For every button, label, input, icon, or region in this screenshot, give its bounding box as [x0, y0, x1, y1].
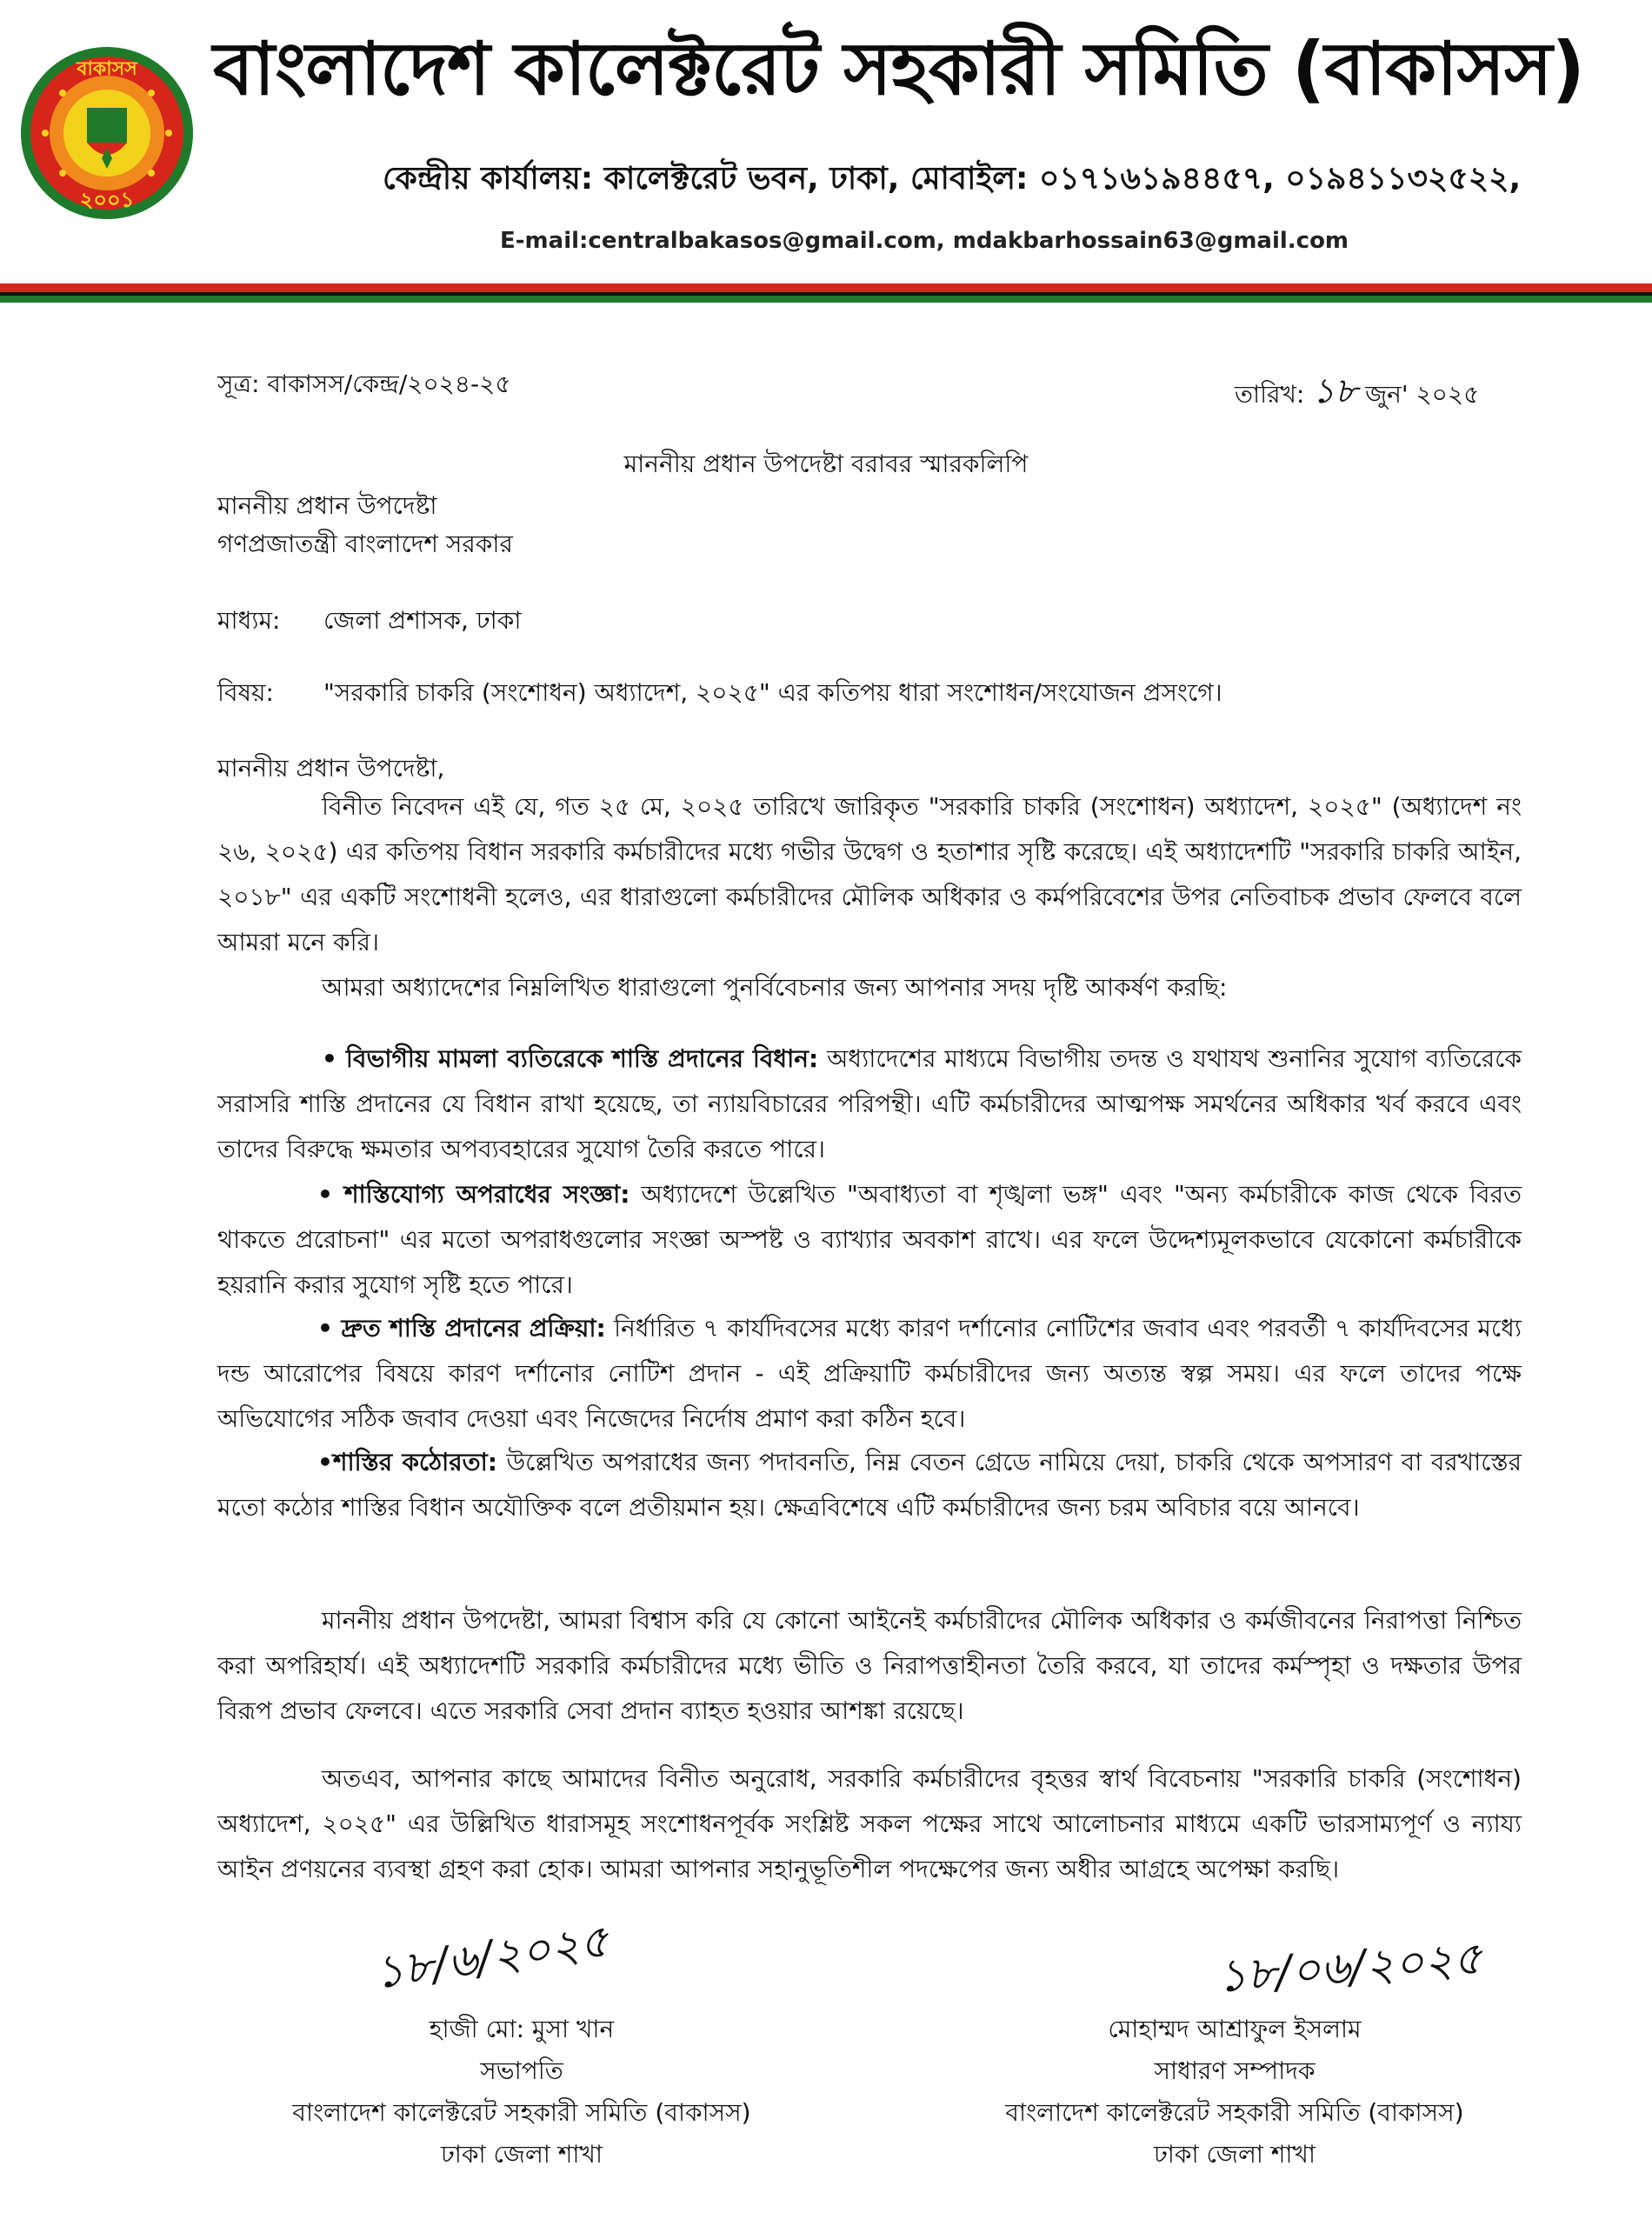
- subject-text: "সরকারি চাকরি (সংশোধন) অধ্যাদেশ, ২০২৫" এর কতিপয় ধারা সংশোধন/সংযোজন প্রসংগে।: [323, 678, 1222, 707]
- date-handwritten-day: ১৮: [1312, 371, 1358, 411]
- email-line: E-mail:centralbakasos@gmail.com, mdakbarhossain63@gmail.com: [500, 228, 1349, 254]
- organization-title: বাংলাদেশ কালেক্টরেট সহকারী সমিতি (বাকাসস): [213, 26, 1584, 111]
- via-text: জেলা প্রশাসক, ঢাকা: [323, 606, 522, 635]
- letterhead-rule: [0, 283, 1652, 292]
- right-signatory-name: মোহাম্মদ আশ্রাফুল ইসলাম: [1108, 2015, 1362, 2043]
- left-signatory-name: হাজী মো: মুসা খান: [429, 2015, 615, 2043]
- paragraph-attention: [217, 965, 1522, 1010]
- paragraph-request-text: অতএব, আপনার কাছে আমাদের বিনীত অনুরোধ, সরকারি কর্মচারীদের বৃহত্তর স্বার্থ বিবেচনায় "সরকারি চাকরি (সংশোধন) অধ্যাদেশ, ২০২৫" এর উল্লিখিত ধারাসমূহ সংশোধনপূর্বক সংশ্লিষ্ট সকল পক্ষের সাথে আলোচনার মাধ্যমে একটি ভারসাম্যপূর্ণ ও ন্যায্য আইন প্রণয়নের ব্যবস্থা গ্রহণ করা হোক। আমরা আপনার সহানুভূতিশীল পদক্ষেপের জন্য অধীর আগ্রহে অপেক্ষা করছি।: [217, 1764, 1522, 1883]
- right-signatory-block: [930, 2009, 1539, 2176]
- bullet-1-title: বিভাগীয় মামলা ব্যতিরেকে শাস্তি প্রদানের বিধান:: [345, 1044, 819, 1073]
- recipient-line-2: গণপ্রজাতন্ত্রী বাংলাদেশ সরকার: [217, 530, 513, 558]
- letter-date: [1235, 363, 1479, 422]
- recipient-line-1: মাননীয় প্রধান উপদেষ্টা: [217, 491, 437, 520]
- office-address: কেন্দ্রীয় কার্যালয়: কালেক্টরেট ভবন, ঢাকা, মোবাইল: ০১৭১৬১৯৪৪৫৭, ০১৯৪১১৩২৫২২,: [383, 161, 1522, 197]
- bullet-3-title: দ্রুত শাস্তি প্রদানের প্রক্রিয়া:: [341, 1314, 606, 1343]
- right-signature: [1215, 1923, 1485, 2016]
- paragraph-belief-text: মাননীয় প্রধান উপদেষ্টা, আমরা বিশ্বাস করি যে কোনো আইনেই কর্মচারীদের মৌলিক অধিকার ও কর্মজীবনের নিরাপত্তা নিশ্চিত করা অপরিহার্য। এই অধ্যাদেশটি সরকারি কর্মচারীদের মধ্যে ভীতি ও নিরাপত্তাহীনতা তৈরি করবে, যা তাদের কর্মস্পৃহা ও দক্ষতার উপর বিরূপ প্রভাব ফেলবে। এতে সরকারি সেবা প্রদান ব্যাহত হওয়ার আশঙ্কা রয়েছে।: [217, 1606, 1522, 1725]
- left-signatory-block: [217, 2009, 826, 2176]
- via-label: মাধ্যম:: [217, 606, 281, 635]
- left-signatory-title: সভাপতি: [480, 2056, 563, 2085]
- subject-label: বিষয়:: [217, 678, 274, 707]
- letterhead-rule-green: [0, 296, 1652, 303]
- bullet-2-text: অধ্যাদেশে উল্লেখিত "অবাধ্যতা বা শৃঙ্খলা ভঙ্গ" এবং "অন্য কর্মচারীকে কাজ থেকে বিরত থাকতে প্ররোচনা" এর মতো অপরাধগুলোর সংজ্ঞা অস্পষ্ট ও ব্যাখ্যার অবকাশ রাখে। এর ফলে উদ্দেশ্যমূলকভাবে যেকোনো কর্মচারীকে হয়রানি করার সুযোগ সৃষ্টি হতে পারে।: [217, 1180, 1522, 1299]
- bullet-4: [217, 1440, 1522, 1530]
- paragraph-request: [217, 1756, 1522, 1892]
- bullet-1: [217, 1036, 1522, 1172]
- bullet-2: [217, 1172, 1522, 1308]
- left-signatory-branch: ঢাকা জেলা শাখা: [440, 2140, 603, 2169]
- date-label: তারিখ:: [1235, 380, 1305, 409]
- bullet-1-text: অধ্যাদেশের মাধ্যমে বিভাগীয় তদন্ত ও যথাযথ শুনানির সুযোগ ব্যতিরেকে সরাসরি শাস্তি প্রদানের যে বিধান রাখা হয়েছে, তা ন্যায়বিচারের পরিপন্থী। এটি কর্মচারীদের আত্মপক্ষ সমর্থনের অধিকার খর্ব করবে এবং তাদের বিরুদ্ধে ক্ষমতার অপব্যবহারের সুযোগ তৈরি করতে পারে।: [217, 1044, 1522, 1163]
- bullet-marker: •: [317, 1180, 333, 1209]
- left-signatory-org: বাংলাদেশ কালেক্টরেট সহকারী সমিতি (বাকাসস): [292, 2098, 751, 2127]
- logo-top-text: বাকাসস: [77, 58, 137, 80]
- reference-number: সূত্র: বাকাসস/কেন্দ্র/২০২৪-২৫: [217, 370, 511, 398]
- right-signatory-branch: ঢাকা জেলা শাখা: [1153, 2140, 1316, 2169]
- bullet-marker: •: [317, 1314, 333, 1343]
- bullet-marker: •: [322, 1044, 337, 1073]
- date-rest: জুন' ২০২৫: [1365, 380, 1480, 409]
- left-signature-handwritten: ১৮/৬/২০২৫: [370, 1915, 613, 2000]
- paragraph-intro: [217, 784, 1522, 965]
- right-signature-handwritten: ১৮/০৬/২০২৫: [1216, 1932, 1484, 2003]
- bullet-3-text: নির্ধারিত ৭ কার্যদিবসের মধ্যে কারণ দর্শানোর নোটিশের জবাব এবং পরবর্তী ৭ কার্যদিবসের মধ্যে দন্ড আরোপের বিষয়ে কারণ দর্শানোর নোটিশ প্রদান - এই প্রক্রিয়াটি কর্মচারীদের জন্য অত্যন্ত স্বল্প সময়। এর ফলে তাদের পক্ষে অভিযোগের সঠিক জবাব দেওয়া এবং নিজেদের নির্দোষ প্রমাণ করা কঠিন হবে।: [217, 1314, 1522, 1433]
- right-signatory-org: বাংলাদেশ কালেক্টরেট সহকারী সমিতি (বাকাসস): [1005, 2098, 1464, 2127]
- paragraph-intro-text: বিনীত নিবেদন এই যে, গত ২৫ মে, ২০২৫ তারিখে জারিকৃত "সরকারি চাকরি (সংশোধন) অধ্যাদেশ, ২০২৫" (অধ্যাদেশ নং ২৬, ২০২৫) এর কতিপয় বিধান সরকারি কর্মচারীদের মধ্যে গভীর উদ্বেগ ও হতাশার সৃষ্টি করেছে। এই অধ্যাদেশটি "সরকারি চাকরি আইন, ২০১৮" এর একটি সংশোধনী হলেও, এর ধারাগুলো কর্মচারীদের মৌলিক অধিকার ও কর্মপরিবেশের উপর নেতিবাচক প্রভাব ফেলবে বলে আমরা মনে করি।: [217, 792, 1522, 956]
- bullet-3: [217, 1306, 1522, 1442]
- memorandum-heading: মাননীয় প্রধান উপদেষ্টা বরাবর স্মারকলিপি: [623, 450, 1029, 478]
- bullet-4-title: শাস্তির কঠোরতা:: [332, 1448, 497, 1476]
- bullet-marker: •: [317, 1448, 333, 1476]
- salutation: মাননীয় প্রধান উপদেষ্টা,: [217, 754, 445, 783]
- left-signature: [370, 1906, 614, 2014]
- organization-logo: [19, 45, 195, 221]
- bullet-2-title: শাস্তিযোগ্য অপরাধের সংজ্ঞা:: [343, 1180, 630, 1209]
- bullet-4-text: উল্লেখিত অপরাধের জন্য পদাবনতি, নিম্ন বেতন গ্রেডে নামিয়ে দেয়া, চাকরি থেকে অপসারণ বা বরখাস্তের মতো কঠোর শাস্তির বিধান অযৌক্তিক বলে প্রতীয়মান হয়। ক্ষেত্রবিশেষে এটি কর্মচারীদের জন্য চরম অবিচার বয়ে আনবে।: [217, 1448, 1522, 1522]
- right-signatory-title: সাধারণ সম্পাদক: [1154, 2056, 1316, 2085]
- paragraph-attention-text: আমরা অধ্যাদেশের নিম্নলিখিত ধারাগুলো পুনর্বিবেচনার জন্য আপনার সদয় দৃষ্টি আকর্ষণ করছি:: [322, 973, 1228, 1002]
- logo-year: ২০০১: [79, 188, 135, 212]
- paragraph-belief: [217, 1598, 1522, 1734]
